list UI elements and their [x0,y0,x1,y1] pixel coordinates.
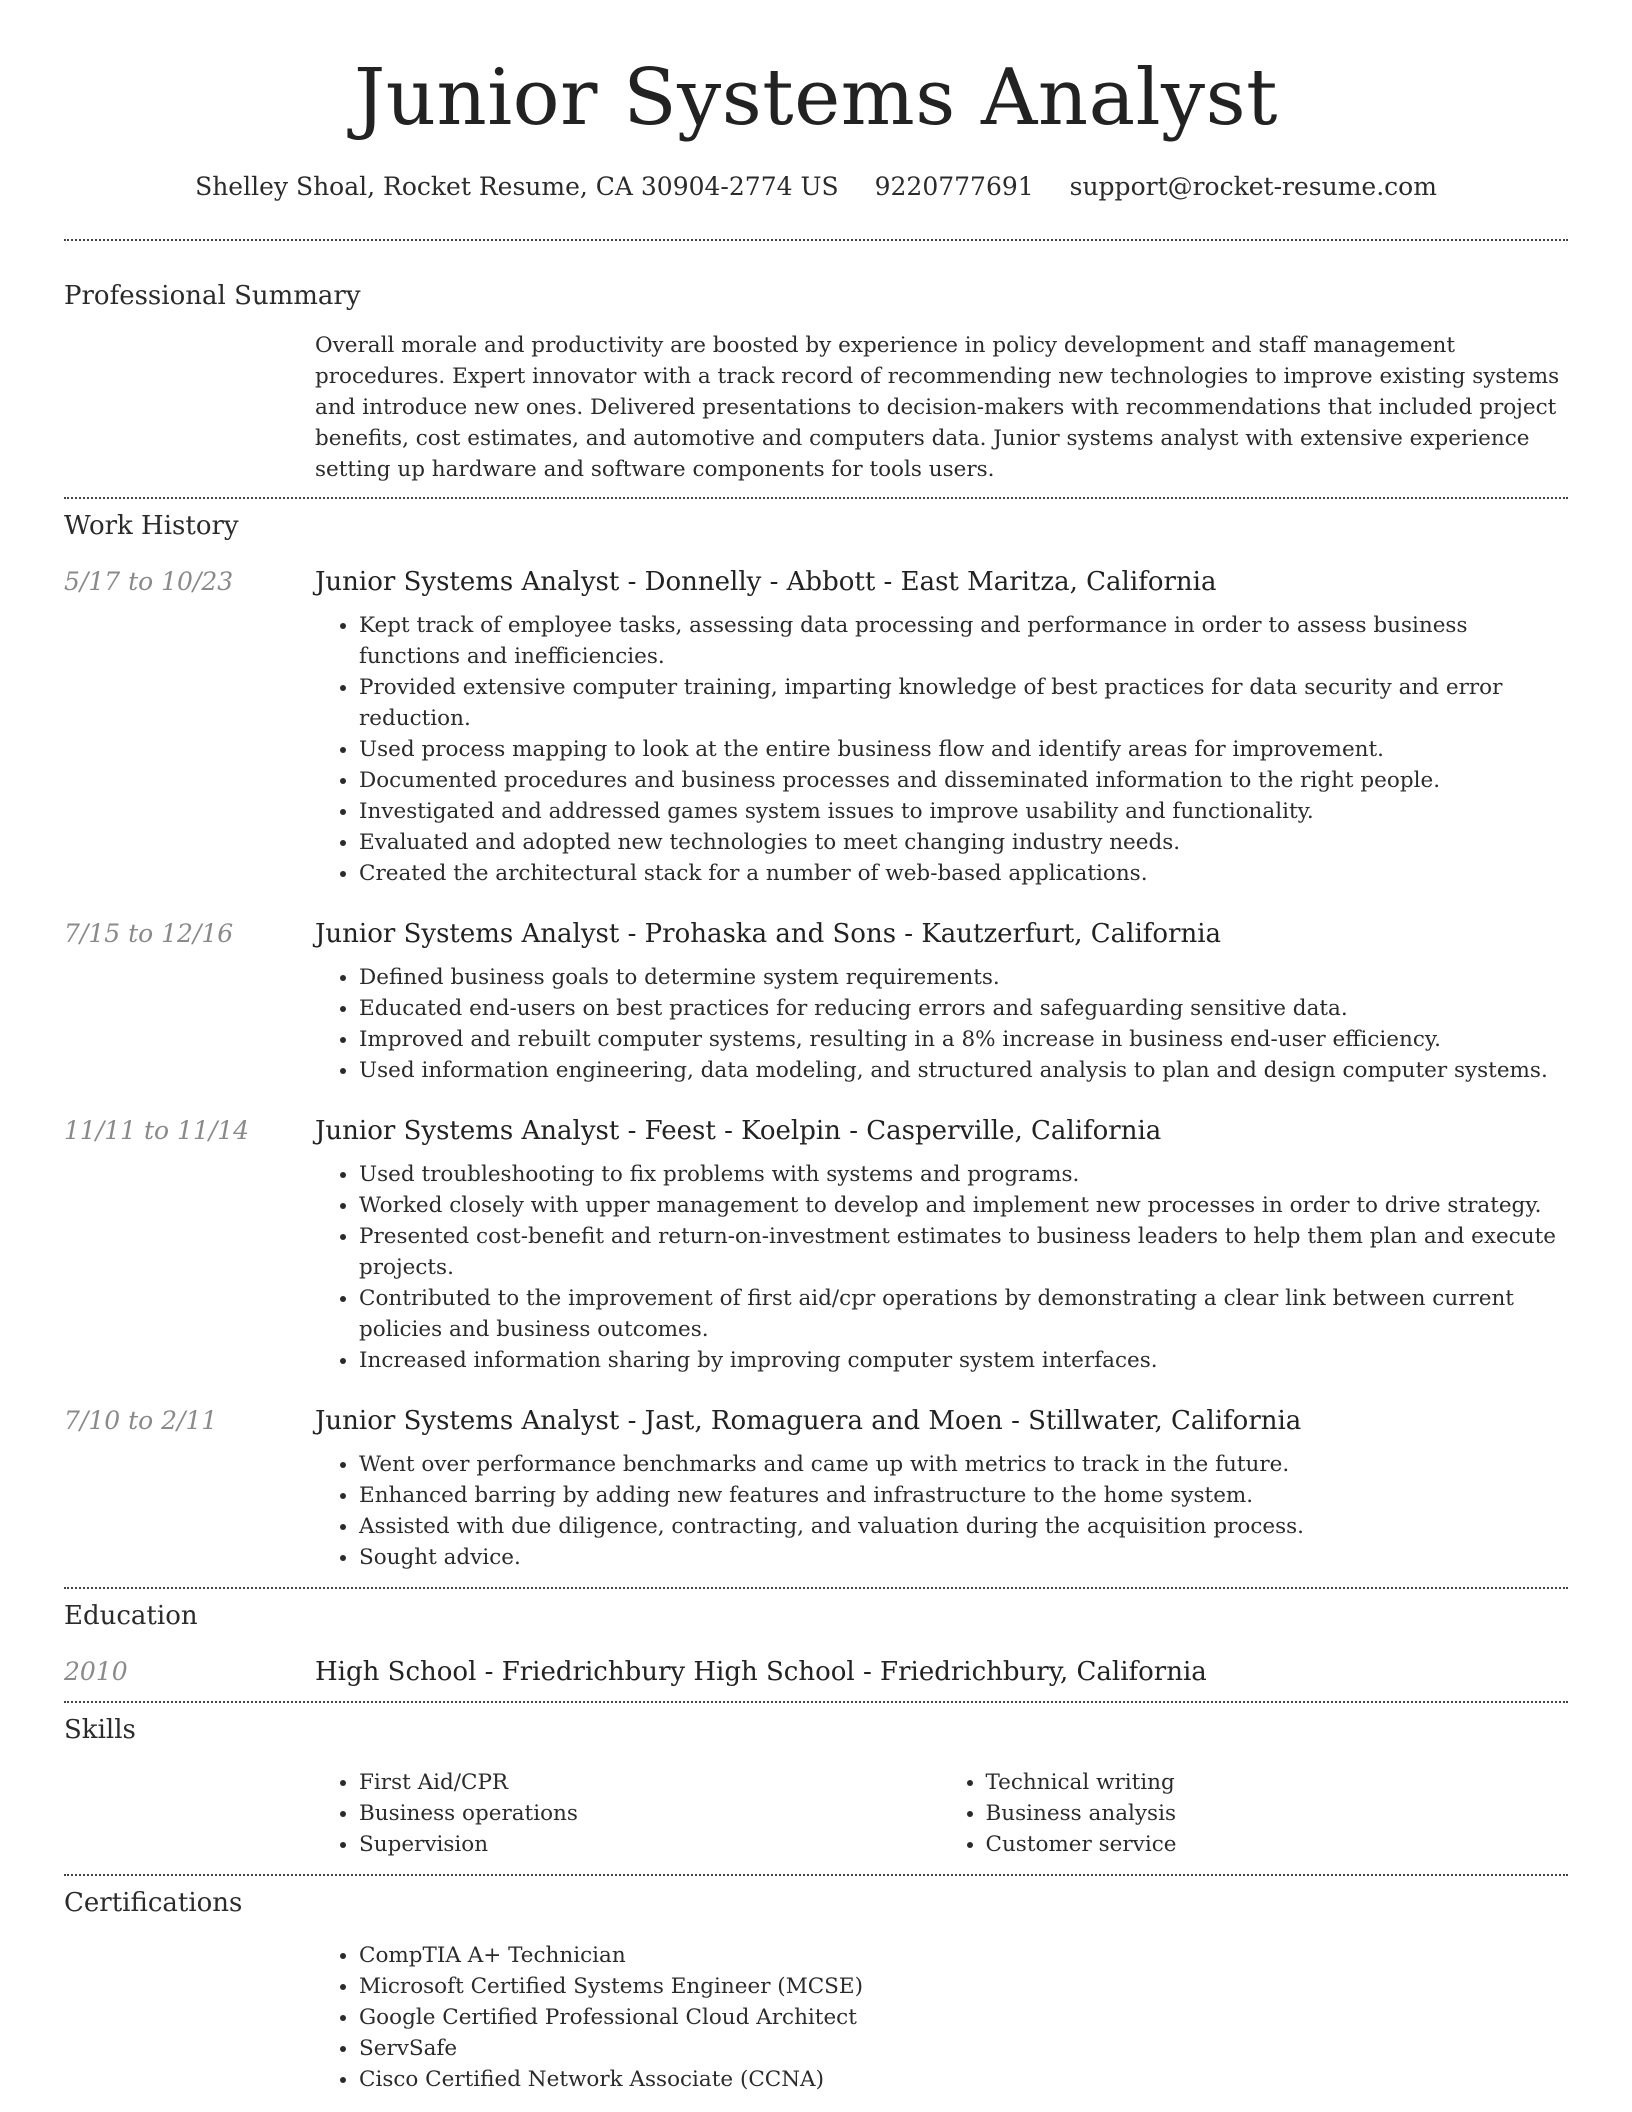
job-dates: 7/10 to 2/11 [64,1405,218,1435]
job-bullet: • Used troubleshooting to fix problems with systems and programs. [359,1159,1568,1190]
job-dates: 7/15 to 12/16 [64,918,234,948]
job-bullet: • Increased information sharing by improving computer system interfaces. [359,1345,1568,1376]
certification-item: • CompTIA A+ Technician [359,1940,1568,1971]
job-title: Junior Systems Analyst - Donnelly - Abbott - East Maritza, California [315,566,1217,597]
skills-list-left [315,1767,942,1860]
certifications-list [315,1940,1568,2095]
education-degree: High School - Friedrichbury High School - Friedrichbury, California [315,1656,1207,1687]
skill-item: • Customer service [986,1829,1569,1860]
summary-section [64,281,1568,485]
certification-item: • Google Certified Professional Cloud Architect [359,2002,1568,2033]
divider [64,1874,1568,1876]
education-section [64,1601,1568,1687]
divider [64,497,1568,499]
job-bullet: • Improved and rebuilt computer systems, resulting in a 8% increase in business end-user efficiency. [359,1024,1568,1055]
job-bullet: • Sought advice. [359,1542,1568,1573]
job-bullet: • Enhanced barring by adding new features and infrastructure to the home system. [359,1480,1568,1511]
job-entry [64,1406,1568,1573]
certifications-title: Certifications [64,1887,243,1918]
job-title: Junior Systems Analyst - Feest - Koelpin - Casperville, California [315,1115,1162,1146]
divider [64,1587,1568,1589]
job-dates: 5/17 to 10/23 [64,566,234,596]
certification-item: • Microsoft Certified Systems Engineer (MCSE) [359,1971,1568,2002]
certification-item: • ServSafe [359,2033,1568,2064]
job-dates: 11/11 to 11/14 [64,1115,250,1145]
job-title: Junior Systems Analyst - Jast, Romaguera and Moen - Stillwater, California [315,1405,1302,1436]
divider [64,1701,1568,1703]
job-bullet: • Went over performance benchmarks and came up with metrics to track in the future. [359,1449,1568,1480]
job-bullets [315,962,1568,1086]
certification-item: • Cisco Certified Network Associate (CCNA) [359,2064,1568,2095]
job-bullets [315,610,1568,889]
skill-item: • Business operations [359,1798,942,1829]
contact-line [64,172,1568,201]
job-bullets [315,1159,1568,1376]
job-bullet: • Worked closely with upper management to develop and implement new processes in order to drive strategy. [359,1190,1568,1221]
job-title: Junior Systems Analyst - Prohaska and Sons - Kautzerfurt, California [315,918,1222,949]
certifications-section [64,1888,1568,2095]
skills-title: Skills [64,1714,136,1745]
divider [64,239,1568,241]
job-entry [64,567,1568,889]
job-bullet: • Used information engineering, data modeling, and structured analysis to plan and design computer systems. [359,1055,1568,1086]
job-entry [64,1116,1568,1376]
education-title: Education [64,1600,198,1631]
contact-phone: 9220777691 [874,171,1034,201]
job-bullet: • Kept track of employee tasks, assessing data processing and performance in order to assess business functions and inefficiencies. [359,610,1568,672]
job-bullets [315,1449,1568,1573]
job-bullet: • Presented cost-benefit and return-on-investment estimates to business leaders to help them plan and execute projects. [359,1221,1568,1283]
work-history-section [64,511,1568,1573]
skill-item: • First Aid/CPR [359,1767,942,1798]
skills-list-right [942,1767,1569,1860]
job-bullet: • Investigated and addressed games system issues to improve usability and functionality. [359,796,1568,827]
contact-address: Shelley Shoal, Rocket Resume, CA 30904-2774 US [195,171,839,201]
summary-text: Overall morale and productivity are boosted by experience in policy development and staff management procedures. Expert innovator with a track record of recommending new technologies to improve existing systems and introduce new ones. Delivered presentations to decision-makers with recommendations that included project benefits, cost estimates, and automotive and computers data. Junior systems analyst with extensive experience setting up hardware and software components for tools users. [315,332,1560,482]
skill-item: • Supervision [359,1829,942,1860]
job-bullet: • Defined business goals to determine system requirements. [359,962,1568,993]
skill-item: • Technical writing [986,1767,1569,1798]
job-bullet: • Created the architectural stack for a number of web-based applications. [359,858,1568,889]
contact-email: support@rocket-resume.com [1069,171,1437,201]
job-entry [64,919,1568,1086]
job-bullet: • Evaluated and adopted new technologies to meet changing industry needs. [359,827,1568,858]
job-bullet: • Provided extensive computer training, imparting knowledge of best practices for data security and error reduction. [359,672,1568,734]
work-history-title: Work History [64,510,239,541]
job-bullet: • Used process mapping to look at the entire business flow and identify areas for improvement. [359,734,1568,765]
education-year: 2010 [64,1656,128,1686]
job-bullet: • Educated end-users on best practices for reducing errors and safeguarding sensitive data. [359,993,1568,1024]
job-bullet: • Contributed to the improvement of first aid/cpr operations by demonstrating a clear link between current policies and business outcomes. [359,1283,1568,1345]
resume-name: Junior Systems Analyst [354,53,1278,143]
job-bullet: • Documented procedures and business processes and disseminated information to the right people. [359,765,1568,796]
summary-title: Professional Summary [64,280,361,311]
skills-section [64,1715,1568,1860]
job-bullet: • Assisted with due diligence, contracting, and valuation during the acquisition process. [359,1511,1568,1542]
skill-item: • Business analysis [986,1798,1569,1829]
